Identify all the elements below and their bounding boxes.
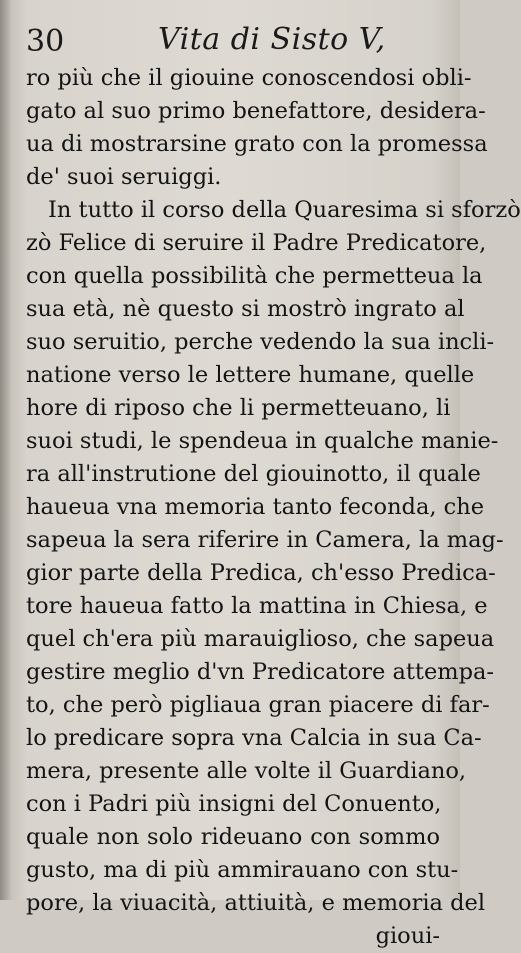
- text-line: to, che però pigliaua gran piacere di far-: [26, 692, 490, 718]
- text-line: quale non solo rideuano con sommo: [26, 824, 440, 850]
- body-text: [26, 62, 521, 953]
- page-number: 30: [26, 24, 65, 59]
- text-line: hore di riposo che li permetteuano, li: [26, 395, 451, 421]
- text-line: haueua vna memoria tanto feconda, che: [26, 494, 485, 520]
- text-line: ua di mostrarsine grato con la promessa: [26, 131, 488, 157]
- text-line: con i Padri più insigni del Conuento,: [26, 791, 442, 817]
- gutter-shadow: [0, 0, 12, 900]
- text-line: ra all'instrutione del giouinotto, il quale: [26, 461, 481, 487]
- text-line: natione verso le lettere humane, quelle: [26, 362, 475, 388]
- text-line: tore haueua fatto la mattina in Chiesa, e: [26, 593, 488, 619]
- text-line: sua età, nè questo si mostrò ingrato al: [26, 296, 465, 322]
- text-line: lo predicare sopra vna Calcia in sua Ca-: [26, 725, 482, 751]
- text-line: zò Felice di seruire il Padre Predicatore,: [26, 230, 487, 256]
- running-title: Vita di Sisto V,: [158, 22, 386, 57]
- text-line: suo seruitio, perche vedendo la sua incli-: [26, 329, 495, 355]
- text-line: gior parte della Predica, ch'esso Predica-: [26, 560, 496, 586]
- text-line: ro più che il giouine conoscendosi obli-: [26, 65, 472, 91]
- text-line: gusto, ma di più ammirauano con stu-: [26, 857, 459, 883]
- text-line: suoi studi, le spendeua in qualche manie-: [26, 428, 499, 454]
- catchword: gioui-: [375, 923, 440, 949]
- text-line: gato al suo primo benefattore, desidera-: [26, 98, 486, 124]
- text-line: con quella possibilità che permetteua la: [26, 263, 483, 289]
- text-line: gestire meglio d'vn Predicatore attempa-: [26, 659, 495, 685]
- text-line: pore, la viuacità, attiuità, e memoria del: [26, 890, 486, 916]
- text-line: In tutto il corso della Quaresima si sforzò: [48, 197, 521, 223]
- text-line: quel ch'era più marauiglioso, che sapeua: [26, 626, 495, 652]
- page-header: [18, 22, 442, 62]
- text-line: sapeua la sera riferire in Camera, la mag-: [26, 527, 504, 553]
- text-line: mera, presente alle volte il Guardiano,: [26, 758, 467, 784]
- text-line: de' suoi seruiggi.: [26, 164, 222, 190]
